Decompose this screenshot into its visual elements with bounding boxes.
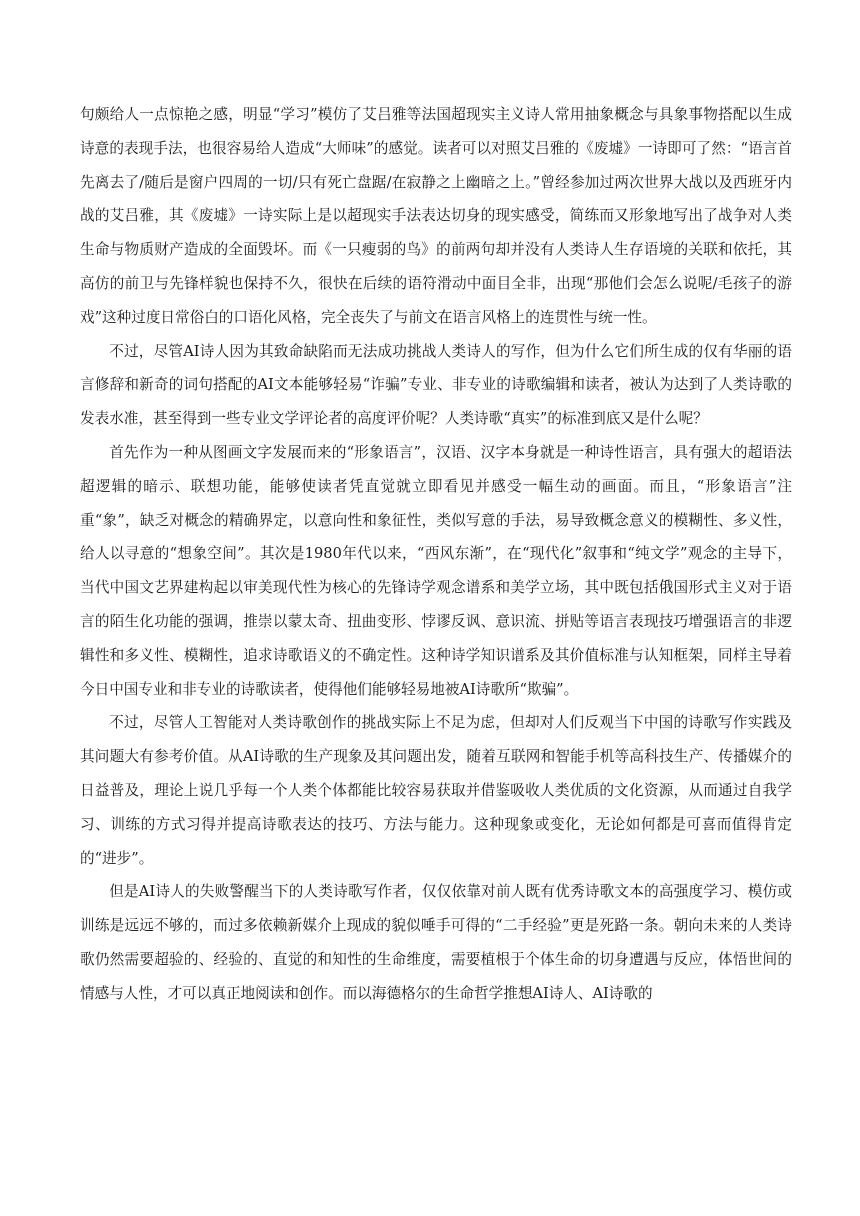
paragraph-image-language: 首先作为一种从图画文字发展而来的“形象语言”，汉语、汉字本身就是一种诗性语言，具有强大的超语法超逻辑的暗示、联想功能，能够使读者凭直觉就立即看见并感受一幅生动的画面。而且，“形象语言”注重“象”，缺乏对概念的精确界定，以意向性和象征性，类似写意的手法，易导致概念意义的模糊性、多义性，给人以寻意的“想象空间”。其次是1980年代以来，“西风东渐”，在“现代化”叙事和“纯文学”观念的主导下， 当代中国文艺界建构起以审美现代性为核心的先锋诗学观念谱系和美学立场，其中既包括俄国形式主义对于语言的陌生化功能的强调，推崇以蒙太奇、扭曲变形、悖谬反讽、意识流、拼贴等语言表现技巧增强语言的非逻辑性和多义性、模糊性，追求诗歌语义的不确定性。这种诗学知识谱系及其价值标准与认知框架，同样主导着今日中国专业和非专业的诗歌读者，使得他们能够轻易地被AI诗歌所“欺骗”。 (80, 443, 792, 698)
paragraph-ai-failure-warning: 但是AI诗人的失败警醒当下的人类诗歌写作者，仅仅依靠对前人既有优秀诗歌文本的高强度学习、模仿或训练是远远不够的，而过多依赖新媒介上现成的貌似唾手可得的“二手经验”更是死路一条。朝向未来的人类诗歌仍然需要超验的、经验的、直觉的和知性的生命维度，需要植根于个体生命的切身遭遇与反应，体悟世间的情感与人性，才可以真正地阅读和创作。而以海德格尔的生命哲学推想AI诗人、AI诗歌的 (80, 883, 792, 1002)
paragraph-reference-value: 不过，尽管人工智能对人类诗歌创作的挑战实际上不足为虑，但却对人们反观当下中国的诗歌写作实践及其问题大有参考价值。从AI诗歌的生产现象及其问题出发，随着互联网和智能手机等高科技生产、传播媒介的日益普及，理论上说几乎每一个人类个体都能比较容易获取并借鉴吸收人类优质的文化资源，从而通过自我学习、训练的方式习得并提高诗歌表达的技巧、方法与能力。这种现象或变化，无论如何都是可喜而值得肯定的“进步”。 (80, 714, 792, 867)
paragraph-continued: 句颇给人一点惊艳之感，明显“学习”模仿了艾吕雅等法国超现实主义诗人常用抽象概念与具象事物搭配以生成诗意的表现手法，也很容易给人造成“大师味”的感觉。读者可以对照艾吕雅的《废墟》一诗即可了然：“语言首先离去了/随后是窗户四周的一切/只有死亡盘踞/在寂静之上幽暗之上。”曾经参加过两次世界大战以及西班牙内战的艾吕雅，其《废墟》一诗实际上是以超现实手法表达切身的现实感受，简练而又形象地写出了战争对人类生命与物质财产造成的全面毁坏。而《一只瘦弱的鸟》的前两句却并没有人类诗人生存语境的关联和依托，其高仿的前卫与先锋样貌也保持不久，很快在后续的语符滑动中面目全非，出现“那他们会怎么说呢/毛孩子的游戏”这种过度日常俗白的口语化风格，完全丧失了与前文在语言风格上的连贯性与统一性。 (80, 106, 792, 326)
document-page (80, 98, 792, 1011)
paragraph-ai-poetry-deception-question: 不过，尽管AI诗人因为其致命缺陷而无法成功挑战人类诗人的写作，但为什么它们所生成的仅有华丽的语言修辞和新奇的词句搭配的AI文本能够轻易“诈骗”专业、非专业的诗歌编辑和读者，被认为达到了人类诗歌的发表水准，甚至得到一些专业文学评论者的高度评价呢？人类诗歌“真实”的标准到底又是什么呢？ (80, 342, 792, 428)
